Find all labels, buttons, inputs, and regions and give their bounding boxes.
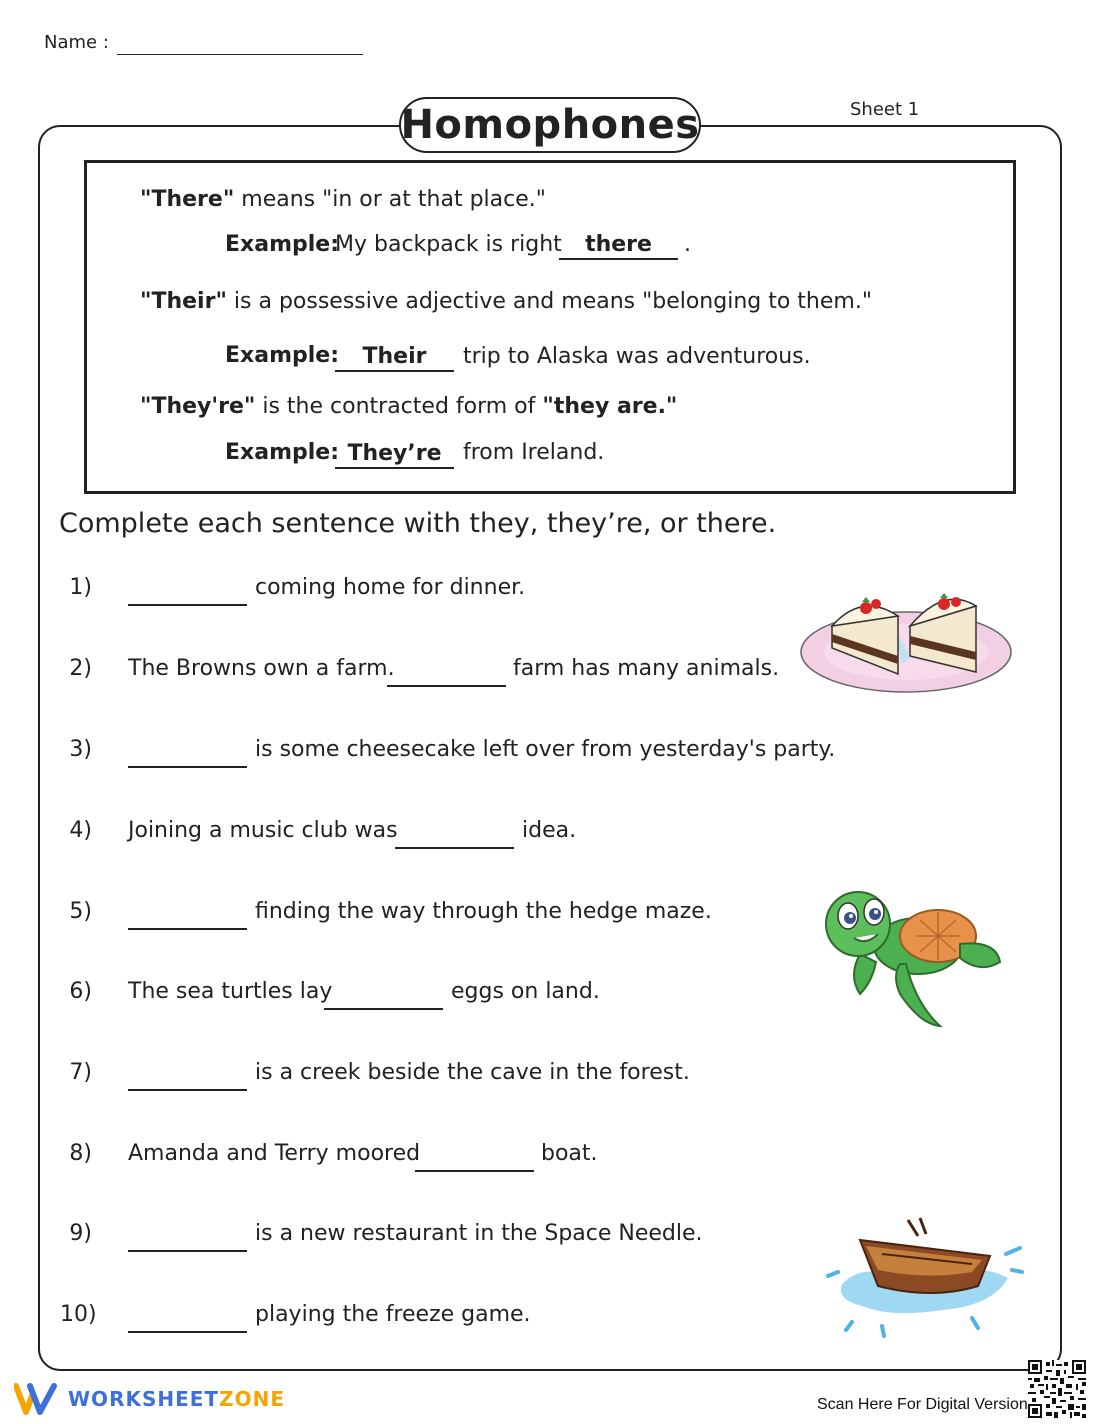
definition-there [140, 187, 546, 212]
worksheetzone-logo[interactable] [14, 1382, 285, 1416]
cheesecake-icon [798, 586, 1014, 696]
question-number: 1) [69, 575, 92, 600]
logo-text-zone: ZONE [219, 1387, 285, 1411]
question-number: 10) [60, 1302, 97, 1327]
name-input-line[interactable] [117, 54, 363, 55]
question-text: finding the way through the hedge maze. [255, 899, 712, 924]
question-number: 2) [69, 656, 92, 681]
name-label: Name : [44, 32, 109, 53]
question-text: is a new restaurant in the Space Needle. [255, 1221, 703, 1246]
example-answer-blank: They’re [335, 439, 454, 469]
question-number: 4) [69, 818, 92, 843]
definition-their [140, 289, 872, 314]
answer-blank[interactable] [128, 1089, 247, 1091]
question-text: eggs on land. [451, 979, 600, 1004]
example-text-after: from Ireland. [463, 440, 605, 465]
example-text-before: My backpack is right [335, 232, 562, 257]
example-label: Example: [225, 343, 339, 368]
example-text-after: trip to Alaska was adventurous. [463, 344, 811, 369]
logo-text-worksheet: WORKSHEET [68, 1387, 220, 1411]
answer-blank[interactable] [415, 1170, 534, 1172]
answer-blank[interactable] [128, 604, 247, 606]
answer-blank[interactable] [128, 766, 247, 768]
question-number: 7) [69, 1060, 92, 1085]
definition-meaning: is the contracted form of [255, 394, 543, 419]
answer-blank[interactable] [387, 685, 506, 687]
example-label: Example: [225, 440, 339, 465]
example-label: Example: [225, 232, 339, 257]
example-text-after: . [684, 232, 691, 257]
definition-term: "They're" [140, 394, 256, 419]
qr-code-icon[interactable] [1028, 1360, 1086, 1418]
question-number: 8) [69, 1141, 92, 1166]
page-title: Homophones [399, 97, 701, 153]
question-text: is a creek beside the cave in the forest. [255, 1060, 690, 1085]
example-answer-blank: Their [335, 342, 454, 372]
definition-meaning: is a possessive adjective and means "belonging to them." [226, 289, 872, 314]
answer-blank[interactable] [128, 1250, 247, 1252]
scan-instruction: Scan Here For Digital Version [817, 1396, 1028, 1413]
question-number: 6) [69, 979, 92, 1004]
instruction-text: Complete each sentence with they, they’re, or there. [59, 508, 777, 539]
answer-blank[interactable] [128, 928, 247, 930]
definition-theyre [140, 394, 677, 419]
question-number: 3) [69, 737, 92, 762]
sheet-label: Sheet 1 [850, 99, 920, 120]
question-number: 5) [69, 899, 92, 924]
question-number: 9) [69, 1221, 92, 1246]
question-text-before: Joining a music club was [128, 818, 398, 843]
definition-meaning: means "in or at that place." [234, 187, 546, 212]
question-text-before: The sea turtles lay [128, 979, 333, 1004]
answer-blank[interactable] [324, 1008, 443, 1010]
question-text: is some cheesecake left over from yesterday's party. [255, 737, 836, 762]
question-text: playing the freeze game. [255, 1302, 531, 1327]
question-7 [0, 1052, 1100, 1092]
logo-w-icon [14, 1382, 60, 1416]
example-answer-blank: there [559, 230, 678, 260]
question-8 [0, 1133, 1100, 1173]
definition-term: "There" [140, 187, 235, 212]
sea-turtle-icon [820, 884, 1006, 1032]
question-text: boat. [541, 1141, 598, 1166]
answer-blank[interactable] [128, 1331, 247, 1333]
question-text: idea. [522, 818, 577, 843]
question-text: farm has many animals. [513, 656, 780, 681]
question-text-before: Amanda and Terry moored [128, 1141, 421, 1166]
question-3 [0, 729, 1100, 769]
definition-meaning-bold: "they are." [542, 394, 678, 419]
question-text: coming home for dinner. [255, 575, 526, 600]
rowboat-icon [822, 1214, 1024, 1338]
answer-blank[interactable] [395, 847, 514, 849]
question-text-before: The Browns own a farm. [128, 656, 395, 681]
question-4 [0, 810, 1100, 850]
definition-term: "Their" [140, 289, 227, 314]
